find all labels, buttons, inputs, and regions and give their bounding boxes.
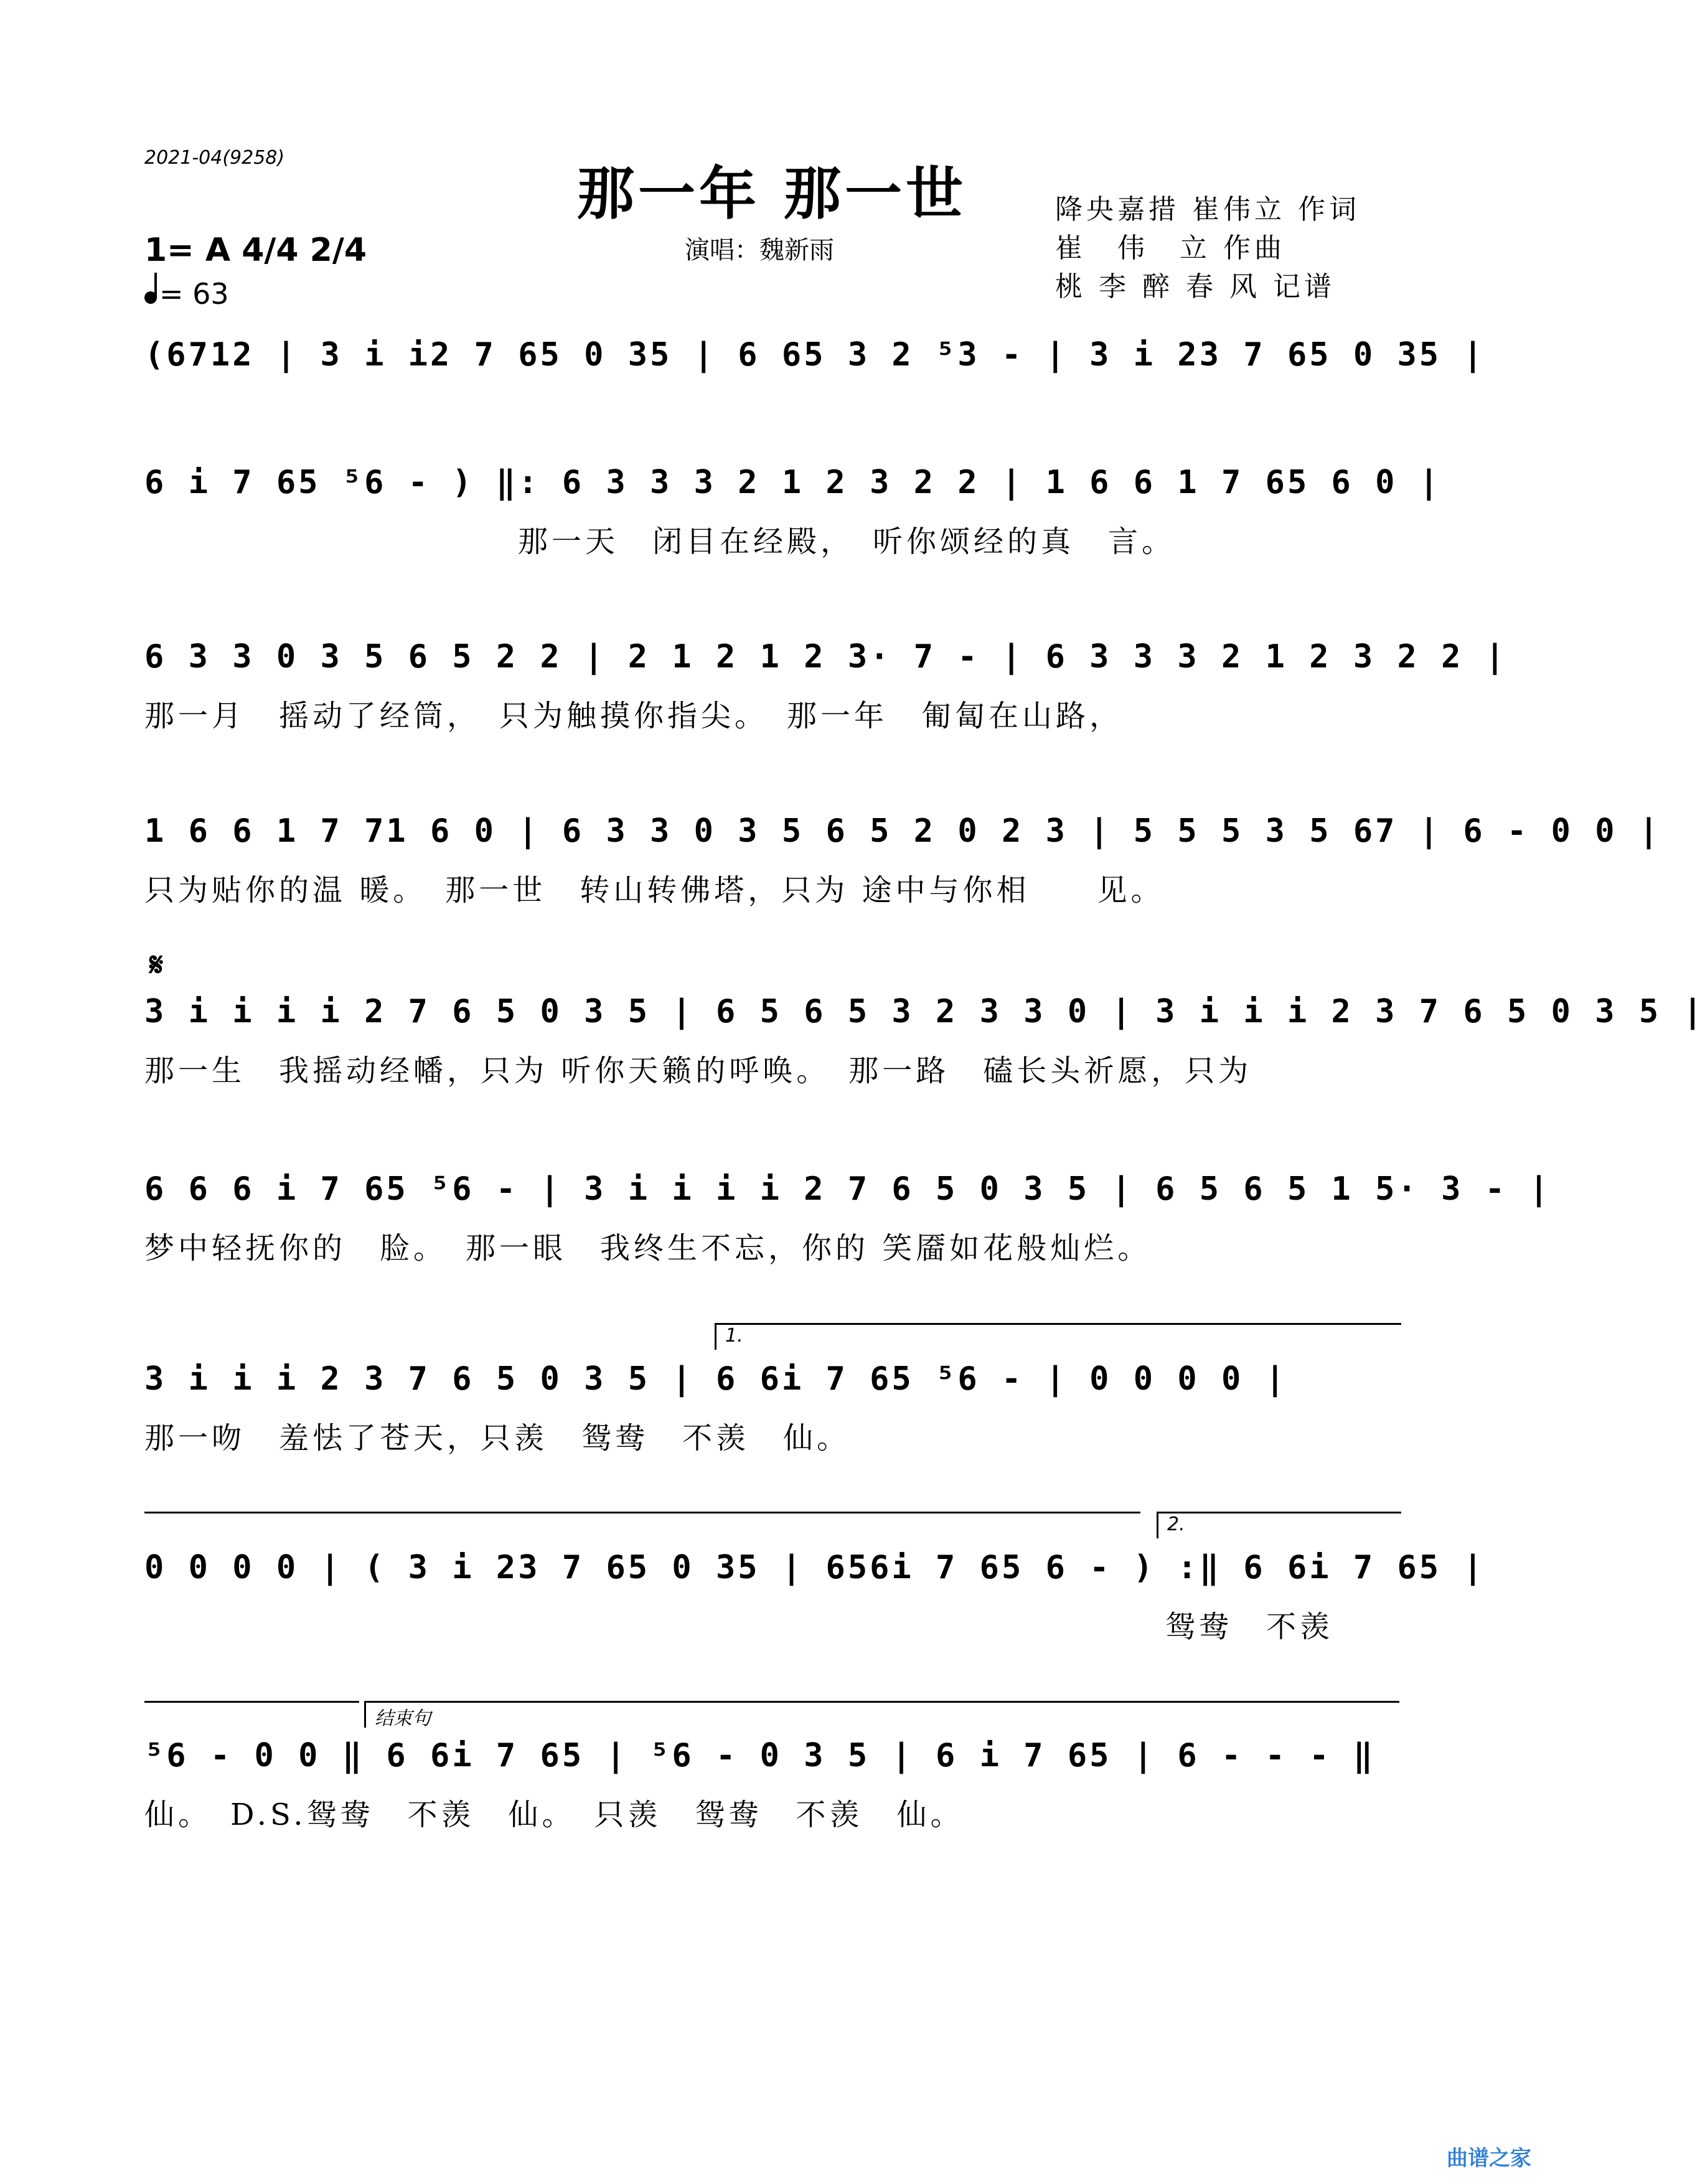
score-row bbox=[144, 638, 1508, 735]
lyric-line: 仙。 D.S.鸳鸯 不羡 仙。 只羡 鸳鸯 不羡 仙。 bbox=[144, 1797, 964, 1832]
ending-phrase-label: 结束句 bbox=[375, 1708, 431, 1730]
quarter-note-icon bbox=[144, 291, 157, 304]
score-row bbox=[144, 993, 1705, 1090]
notation-line: 6 6 6 i 7 65 ⁵6 - | 3 i i i i 2 7 6 5 0 3 5 | 6 5 6 5 1 5· 3 - | bbox=[144, 1170, 1551, 1208]
notation-line: 6 i 7 65 ⁵6 - ) ‖: 6 3 3 3 2 1 2 3 2 2 | 1 6 6 1 7 65 6 0 | bbox=[144, 464, 1442, 501]
lyric-line: 那一月 摇动了经筒， 只为触摸你指尖。 那一年 匍匐在山路， bbox=[144, 699, 1124, 733]
second-ending-bracket bbox=[1157, 1512, 1401, 1538]
lyric-line: 鸳鸯 不羡 bbox=[1165, 1609, 1334, 1644]
notation-line: 3 i i i 2 3 7 6 5 0 3 5 | 6 6i 7 65 ⁵6 - | 0 0 0 0 | bbox=[144, 1360, 1287, 1398]
score-row bbox=[144, 336, 1485, 390]
score-row bbox=[144, 464, 1442, 560]
score-code: 2021-04(9258) bbox=[144, 147, 285, 169]
ending-phrase-bracket bbox=[364, 1701, 1399, 1728]
notation-line: (6712 | 3 i i2 7 65 0 35 | 6 65 3 2 ⁵3 - | 3 i 23 7 65 0 35 | bbox=[144, 336, 1485, 374]
second-ending-label: 2. bbox=[1167, 1513, 1185, 1535]
key-signature: 1= A 4/4 2/4 bbox=[144, 232, 367, 269]
score-row bbox=[144, 1549, 1485, 1645]
transcriber-credit: 桃 李 醉 春 风 记谱 bbox=[1055, 271, 1335, 303]
score-row bbox=[144, 1360, 1402, 1457]
notation-line: 3 i i i i 2 7 6 5 0 3 5 | 6 5 6 5 3 2 3 3 0 | 3 i i i 2 3 7 6 5 0 3 5 | bbox=[144, 993, 1705, 1030]
first-ending-bracket bbox=[715, 1323, 1401, 1350]
lyric-line: 那一吻 羞怯了苍天，只羡 鸳鸯 不羡 仙。 bbox=[144, 1421, 851, 1456]
lyricist-credit: 降央嘉措 崔伟立 作词 bbox=[1055, 194, 1360, 225]
lyric-line: 只为贴你的温 暖。 那一世 转山转佛塔，只为 途中与你相 见。 bbox=[144, 873, 1165, 908]
notation-line: 6 3 3 0 3 5 6 5 2 2 | 2 1 2 1 2 3· 7 - | 6 3 3 3 2 1 2 3 2 2 | bbox=[144, 638, 1508, 675]
notation-line: 1 6 6 1 7 71 6 0 | 6 3 3 0 3 5 6 5 2 0 2 3 | 5 5 5 3 5 67 | 6 - 0 0 | bbox=[144, 812, 1661, 850]
lyric-line: 梦中轻抚你的 脸。 那一眼 我终生不忘，你的 笑靥如花般灿烂。 bbox=[144, 1231, 1152, 1266]
continuation-line bbox=[144, 1512, 1140, 1513]
first-ending-label: 1. bbox=[725, 1325, 743, 1347]
lyric-line: 那一天 闭目在经殿， 听你颂经的真 言。 bbox=[518, 524, 1176, 559]
composer-credit: 崔 伟 立 作曲 bbox=[1055, 232, 1285, 264]
singer-credit: 演唱：魏新雨 bbox=[685, 236, 834, 265]
tempo-marking bbox=[144, 277, 229, 311]
song-title: 那一年 那一世 bbox=[576, 160, 967, 227]
segno-sign: 𝄋 bbox=[149, 946, 164, 984]
site-watermark: 曲谱之家 bbox=[1447, 2146, 1531, 2171]
score-row bbox=[144, 812, 1661, 909]
score-row bbox=[144, 1737, 1402, 1833]
notation-line: 0 0 0 0 | ( 3 i 23 7 65 0 35 | 656i 7 65 6 - ) :‖ 6 6i 7 65 | bbox=[144, 1549, 1485, 1586]
score-row bbox=[144, 1170, 1551, 1267]
notation-line: ⁵6 - 0 0 ‖ 6 6i 7 65 | ⁵6 - 0 3 5 | 6 i 7 65 | 6 - - - ‖ bbox=[144, 1737, 1376, 1774]
lyric-line: 那一生 我摇动经幡，只为 听你天籁的呼唤。 那一路 磕长头祈愿，只为 bbox=[144, 1053, 1252, 1088]
tempo-value: = 63 bbox=[159, 277, 229, 311]
continuation-line bbox=[144, 1701, 359, 1703]
